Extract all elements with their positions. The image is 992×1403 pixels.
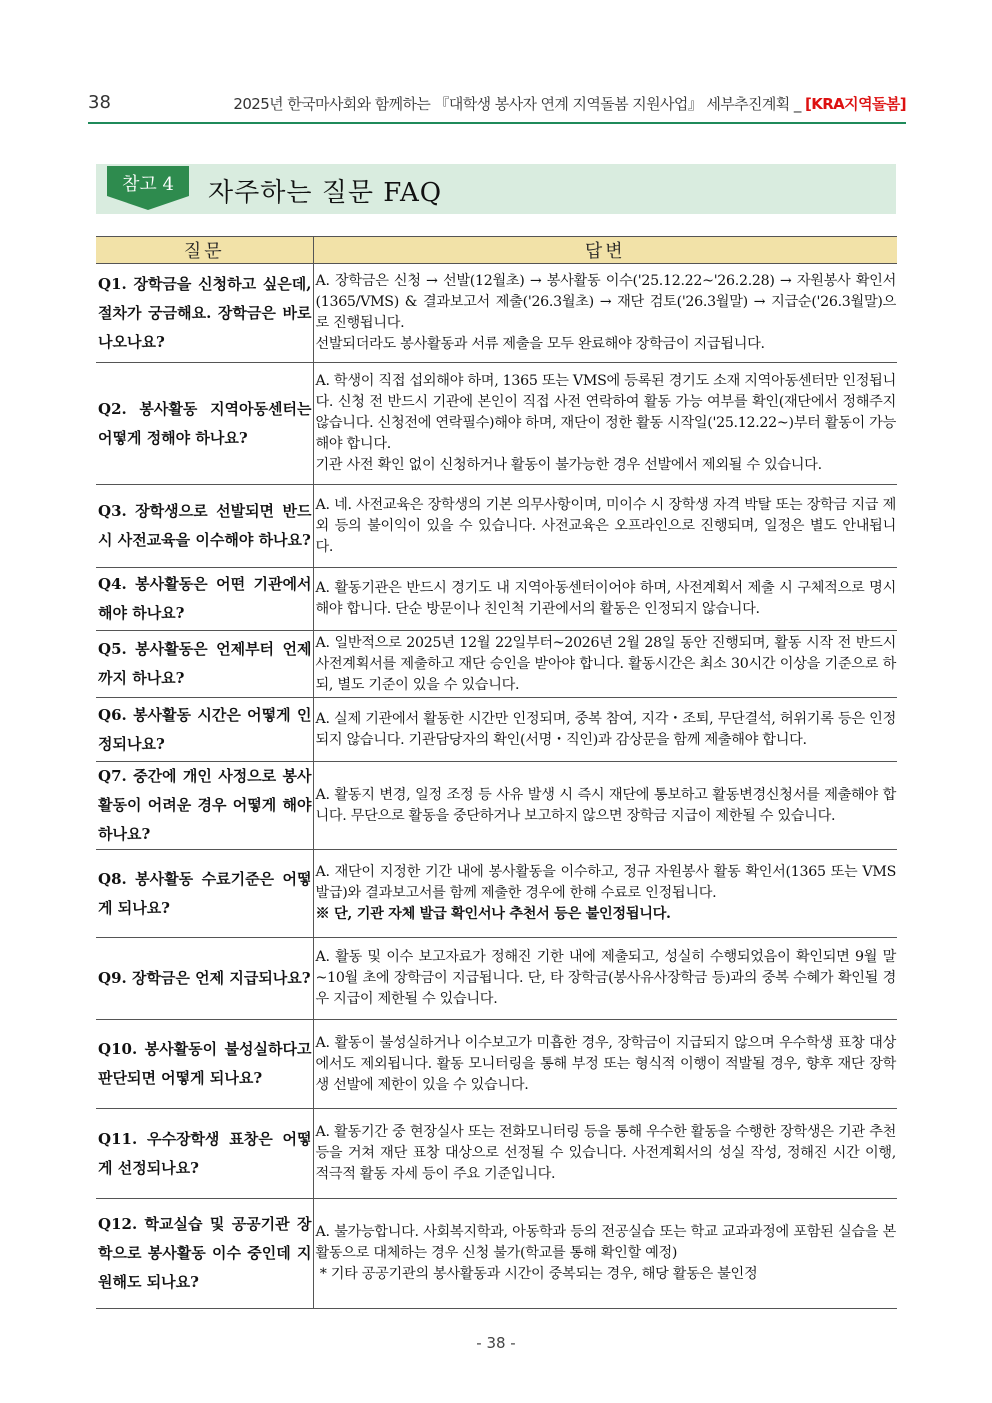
faq-answer xyxy=(313,698,897,762)
faq-answer xyxy=(313,938,897,1020)
section-tag xyxy=(107,166,189,206)
faq-row xyxy=(96,485,897,568)
faq-question: Q11. 우수장학생 표창은 어떻게 선정되나요? xyxy=(96,1109,313,1199)
header-page-number: 38 xyxy=(88,92,111,113)
faq-answer xyxy=(313,1199,897,1309)
faq-row xyxy=(96,1109,897,1199)
faq-row xyxy=(96,1199,897,1309)
page-header xyxy=(88,92,906,122)
faq-answer-text: A. 활동이 불성실하거나 이수보고가 미흡한 경우, 장학금이 지급되지 않으며 우수학생 표창 대상에서도 제외됩니다. 활동 모니터링을 통해 부정 또는 형식적 이행이 적발될 경우, 향후 재단 장학생 선발에 제한이 있을 수 있습니다. xyxy=(315,1034,896,1093)
faq-answer-note: 선발되더라도 봉사활동과 서류 제출을 모두 완료해야 장학금이 지급됩니다. xyxy=(315,336,765,352)
faq-answer-text: A. 학생이 직접 섭외해야 하며, 1365 또는 VMS에 등록된 경기도 소재 지역아동센터만 인정됩니다. 신청 전 반드시 기관에 본인이 직접 사전 연락하여 활동 가능 여부를 확인(재단에서 정해주지 않습니다. 신청전에 연락필수)해야 하며, 재단이 정한 활동 시작일('25.12.22~)부터 활동이 가능해야 합니다. xyxy=(315,373,896,452)
header-divider xyxy=(88,122,906,124)
page-footer-number: - 38 - xyxy=(476,1334,516,1352)
faq-row xyxy=(96,264,897,363)
faq-row xyxy=(96,698,897,762)
header-title-text: 2025년 한국마사회와 함께하는 『대학생 봉사자 연계 지역돌봄 지원사업』 세부추진계획 _ xyxy=(233,95,801,113)
faq-question: Q5. 봉사활동은 언제부터 언제까지 하나요? xyxy=(96,631,313,698)
faq-answer-text: A. 불가능합니다. 사회복지학과, 아동학과 등의 전공실습 또는 학교 교과과정에 포함된 실습을 본 활동으로 대체하는 경우 신청 불가(학교를 통해 확인할 예정) xyxy=(315,1224,896,1261)
faq-row xyxy=(96,850,897,938)
faq-answer xyxy=(313,1020,897,1109)
col-question-header: 질문 xyxy=(96,237,313,264)
faq-question: Q3. 장학생으로 선발되면 반드시 사전교육을 이수해야 하나요? xyxy=(96,485,313,568)
faq-answer-text: A. 재단이 지정한 기간 내에 봉사활동을 이수하고, 정규 자원봉사 활동 확인서(1365 또는 VMS 발급)와 결과보고서를 함께 제출한 경우에 한해 수료로 인정됩니다. xyxy=(315,864,896,901)
faq-answer-note: ※ 단, 기관 자체 발급 확인서나 추천서 등은 불인정됩니다. xyxy=(315,906,671,922)
faq-table xyxy=(96,236,897,1309)
faq-answer xyxy=(313,850,897,938)
faq-question: Q1. 장학금을 신청하고 싶은데, 절차가 궁금해요. 장학금은 바로 나오나요? xyxy=(96,264,313,363)
faq-answer-text: A. 실제 기관에서 활동한 시간만 인정되며, 중복 참여, 지각・조퇴, 무단결석, 허위기록 등은 인정되지 않습니다. 기관담당자의 확인(서명・직인)과 감상문을 함께 제출해야 합니다. xyxy=(315,710,896,748)
faq-answer xyxy=(313,568,897,631)
col-answer-header: 답변 xyxy=(313,237,897,264)
faq-answer xyxy=(313,485,897,568)
faq-answer-text: A. 네. 사전교육은 장학생의 기본 의무사항이며, 미이수 시 장학생 자격 박탈 또는 장학금 지급 제외 등의 불이익이 있을 수 있습니다. 사전교육은 오프라인으로 진행되며, 일정은 별도 안내됩니다. xyxy=(315,496,896,555)
faq-row xyxy=(96,1020,897,1109)
header-brand: [KRA지역돌봄] xyxy=(804,95,906,113)
faq-answer-text: A. 활동지 변경, 일정 조정 등 사유 발생 시 즉시 재단에 통보하고 활동변경신청서를 제출해야 합니다. 무단으로 활동을 중단하거나 보고하지 않으면 장학금 지급이 제한될 수 있습니다. xyxy=(315,786,896,824)
faq-question: Q2. 봉사활동 지역아동센터는 어떻게 정해야 하나요? xyxy=(96,363,313,485)
faq-row xyxy=(96,631,897,698)
faq-answer-note: 기관 사전 확인 없이 신청하거나 활동이 불가능한 경우 선발에서 제외될 수 있습니다. xyxy=(315,457,822,473)
faq-row xyxy=(96,938,897,1020)
faq-row xyxy=(96,762,897,850)
faq-row xyxy=(96,363,897,485)
faq-question: Q12. 학교실습 및 공공기관 장학으로 봉사활동 이수 중인데 지원해도 되나요? xyxy=(96,1199,313,1309)
section-title: 자주하는 질문 FAQ xyxy=(208,178,443,208)
section-tag-label: 참고 4 xyxy=(122,174,174,195)
faq-answer-text: A. 일반적으로 2025년 12월 22일부터~2026년 2월 28일 동안 진행되며, 활동 시작 전 반드시 사전계획서를 제출하고 재단 승인을 받아야 합니다. 활동시간은 최소 30시간 이상을 기준으로 하되, 별도 기준이 있을 수 있습니다. xyxy=(315,634,896,693)
faq-answer xyxy=(313,264,897,363)
faq-question: Q7. 중간에 개인 사정으로 봉사활동이 어려운 경우 어떻게 해야 하나요? xyxy=(96,762,313,850)
faq-answer-note: * 기타 공공기관의 봉사활동과 시간이 중복되는 경우, 해당 활동은 불인정 xyxy=(315,1266,758,1282)
faq-row xyxy=(96,568,897,631)
faq-header-row xyxy=(96,237,897,264)
faq-answer xyxy=(313,631,897,698)
faq-answer xyxy=(313,762,897,850)
faq-question: Q6. 봉사활동 시간은 어떻게 인정되나요? xyxy=(96,698,313,762)
header-title xyxy=(233,93,906,114)
faq-answer-text: A. 활동기간 중 현장실사 또는 전화모니터링 등을 통해 우수한 활동을 수행한 장학생은 기관 추천 등을 거쳐 재단 표창 대상으로 선정될 수 있습니다. 사전계획서의 성실 작성, 정해진 시간 이행, 적극적 활동 자세 등이 주요 기준입니다. xyxy=(315,1124,896,1182)
faq-answer-text: A. 활동 및 이수 보고자료가 정해진 기한 내에 제출되고, 성실히 수행되었음이 확인되면 9월 말~10월 초에 장학금이 지급됩니다. 단, 타 장학금(봉사유사장학금 등)과의 중복 수혜가 확인될 경우 지급이 제한될 수 있습니다. xyxy=(315,949,896,1007)
faq-question: Q10. 봉사활동이 불성실하다고 판단되면 어떻게 되나요? xyxy=(96,1020,313,1109)
faq-question: Q4. 봉사활동은 어떤 기관에서 해야 하나요? xyxy=(96,568,313,631)
faq-answer xyxy=(313,1109,897,1199)
faq-answer-text: A. 활동기관은 반드시 경기도 내 지역아동센터이어야 하며, 사전계획서 제출 시 구체적으로 명시해야 합니다. 단순 방문이나 친인척 기관에서의 활동은 인정되지 않습니다. xyxy=(315,580,896,617)
faq-question: Q9. 장학금은 언제 지급되나요? xyxy=(96,938,313,1020)
faq-answer xyxy=(313,363,897,485)
faq-question: Q8. 봉사활동 수료기준은 어떻게 되나요? xyxy=(96,850,313,938)
faq-answer-text: A. 장학금은 신청 → 선발(12월초) → 봉사활동 이수('25.12.22~'26.2.28) → 자원봉사 확인서(1365/VMS) & 결과보고서 제출('26.3월초) → 재단 검토('26.3월말) → 지급순('26.3월말)으로 진행됩니다. xyxy=(315,273,896,331)
